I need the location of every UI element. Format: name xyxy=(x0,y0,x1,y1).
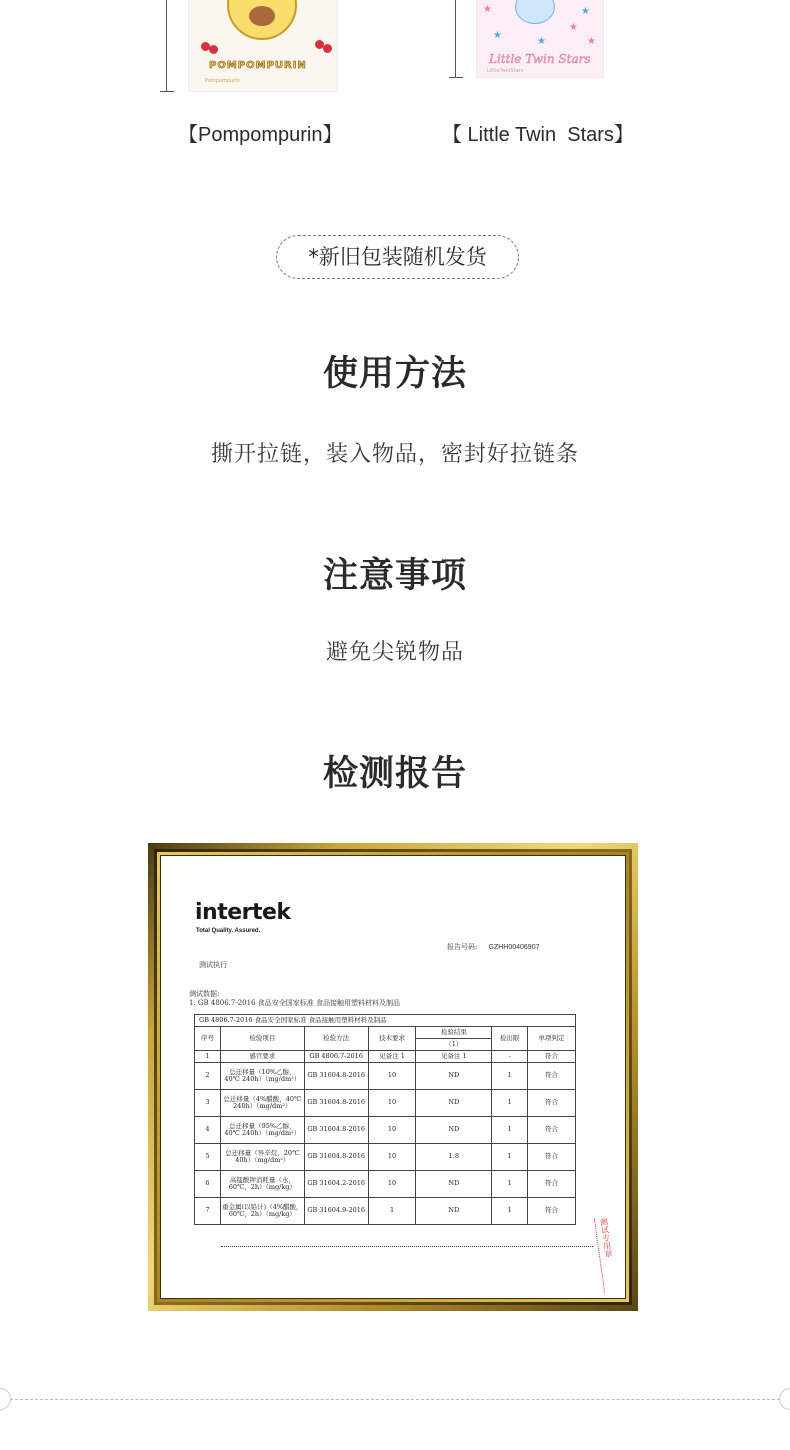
cell-item: 感官要求 xyxy=(220,1051,304,1063)
cell-item: 总迁移量（4%醋酸，40℃ 240h）（mg/dm²） xyxy=(220,1090,304,1117)
test-report-document xyxy=(160,855,626,1299)
dimension-guide-line xyxy=(166,0,167,92)
product-caption-little-twin-stars: 【 Little Twin Stars】 xyxy=(442,124,634,146)
report-heading: 检测报告 xyxy=(322,754,467,794)
cell-judgement: 符合 xyxy=(528,1144,576,1171)
pompompurin-logo: POMPOMPURIN xyxy=(209,60,307,71)
table-row xyxy=(195,1144,576,1171)
test-data-block xyxy=(189,990,400,1008)
cell-judgement: 符合 xyxy=(528,1051,576,1063)
cell-result: 见备注 1 xyxy=(416,1051,492,1063)
cell-result: ND xyxy=(416,1090,492,1117)
cell-limit: 1 xyxy=(492,1117,528,1144)
cell-judgement: 符合 xyxy=(528,1198,576,1225)
cell-item: 总迁移量（10%乙醇，40℃ 240h）（mg/dm²） xyxy=(220,1063,304,1090)
table-end-divider xyxy=(221,1246,593,1247)
table-header: 技术要求 xyxy=(368,1027,416,1051)
cell-limit: 1 xyxy=(492,1063,528,1090)
cell-requirement: 10 xyxy=(368,1171,416,1198)
cell-limit: 1 xyxy=(492,1198,528,1225)
cell-item: 总迁移量（异辛烷，20℃ 40h）（mg/dm²） xyxy=(220,1144,304,1171)
pompompurin-small-text: Pompompurin xyxy=(205,78,240,84)
caution-text: 避免尖锐物品 xyxy=(325,640,464,665)
dimension-guide-tick xyxy=(160,91,174,92)
cell-item: 高锰酸钾消耗量（水，60℃，2h）（mg/kg） xyxy=(220,1171,304,1198)
cell-result: 1.8 xyxy=(416,1144,492,1171)
divider-notch-left xyxy=(0,1388,11,1410)
cell-requirement: 10 xyxy=(368,1063,416,1090)
little-twin-stars-logo: Little Twin Stars xyxy=(489,52,591,66)
intertek-tagline: Total Quality. Assured. xyxy=(196,928,261,934)
product-image-little-twin-stars xyxy=(476,0,604,78)
packaging-note: *新旧包装随机发货 xyxy=(276,235,519,279)
report-number-value: GZHH00406907 xyxy=(488,944,540,951)
test-data-item: 1. GB 4806.7-2016 食品安全国家标准 食品接触用塑料材料及制品 xyxy=(189,999,400,1007)
cell-requirement: 1 xyxy=(368,1198,416,1225)
table-title: GB 4806.7-2016 食品安全国家标准 食品接触用塑料材料及制品 xyxy=(195,1015,576,1027)
cell-result: ND xyxy=(416,1063,492,1090)
cell-no: 6 xyxy=(195,1171,221,1198)
cell-requirement: 10 xyxy=(368,1117,416,1144)
cell-limit: 1 xyxy=(492,1144,528,1171)
test-results-table xyxy=(194,1014,576,1225)
cell-limit: 1 xyxy=(492,1171,528,1198)
usage-text: 撕开拉链，装入物品，密封好拉链条 xyxy=(210,442,579,467)
cell-method: GB 31604.9-2016 xyxy=(304,1198,368,1225)
cell-requirement: 见备注 1 xyxy=(368,1051,416,1063)
dimension-guide-tick xyxy=(449,77,463,78)
star-icon: ★ xyxy=(569,22,578,33)
little-twin-stars-character xyxy=(515,0,555,24)
product-image-pompompurin xyxy=(188,0,338,92)
cookie-graphic xyxy=(249,6,275,26)
cell-result: ND xyxy=(416,1171,492,1198)
cell-method: GB 31604.2-2016 xyxy=(304,1171,368,1198)
caution-heading: 注意事项 xyxy=(322,556,467,596)
table-header: 单项判定 xyxy=(528,1027,576,1051)
cell-judgement: 符合 xyxy=(528,1063,576,1090)
star-icon: ★ xyxy=(537,36,546,47)
cell-no: 5 xyxy=(195,1144,221,1171)
test-data-label: 测试数据: xyxy=(189,990,220,998)
star-icon: ★ xyxy=(581,6,590,17)
dimension-guide-line xyxy=(455,0,456,78)
table-row xyxy=(195,1051,576,1063)
report-frame xyxy=(148,843,638,1311)
cell-no: 1 xyxy=(195,1051,221,1063)
table-header-sub: （1） xyxy=(416,1039,492,1051)
cell-no: 3 xyxy=(195,1090,221,1117)
table-header: 检验项目 xyxy=(220,1027,304,1051)
cell-method: GB 31604.8-2016 xyxy=(304,1063,368,1090)
table-header: 序号 xyxy=(195,1027,221,1051)
little-twin-stars-small-text: LittleTwinStars xyxy=(487,68,524,74)
report-number xyxy=(447,942,539,952)
cherry-icon xyxy=(323,44,332,53)
table-header: 检验方法 xyxy=(304,1027,368,1051)
table-header: 检验结果 xyxy=(416,1027,492,1039)
cherry-icon xyxy=(209,45,218,54)
star-icon: ★ xyxy=(483,4,492,15)
table-row xyxy=(195,1117,576,1144)
cell-no: 7 xyxy=(195,1198,221,1225)
table-header: 检出限 xyxy=(492,1027,528,1051)
cell-item: 重金属(以铅计)（4%醋酸，60℃，2h）（mg/kg） xyxy=(220,1198,304,1225)
cell-requirement: 10 xyxy=(368,1144,416,1171)
table-row xyxy=(195,1198,576,1225)
report-number-label: 报告号码: xyxy=(447,943,478,951)
cell-judgement: 符合 xyxy=(528,1117,576,1144)
product-caption-pompompurin: 【Pompompurin】 xyxy=(178,124,343,146)
section-divider xyxy=(0,1399,790,1400)
table-row xyxy=(195,1063,576,1090)
inspection-stamp: 测试专用章 xyxy=(594,1217,618,1292)
cell-method: GB 4806.7-2016 xyxy=(304,1051,368,1063)
cell-limit: - xyxy=(492,1051,528,1063)
table-row xyxy=(195,1171,576,1198)
intertek-logo: intertek xyxy=(195,900,291,925)
usage-heading: 使用方法 xyxy=(322,354,467,394)
cell-no: 4 xyxy=(195,1117,221,1144)
test-execution-label: 测试执行 xyxy=(199,961,227,969)
cell-limit: 1 xyxy=(492,1090,528,1117)
cell-no: 2 xyxy=(195,1063,221,1090)
cell-method: GB 31604.8-2016 xyxy=(304,1144,368,1171)
cell-judgement: 符合 xyxy=(528,1171,576,1198)
divider-notch-right xyxy=(779,1388,790,1410)
cell-result: ND xyxy=(416,1198,492,1225)
table-row xyxy=(195,1090,576,1117)
star-icon: ★ xyxy=(493,30,502,41)
star-icon: ★ xyxy=(587,36,596,47)
cell-judgement: 符合 xyxy=(528,1090,576,1117)
cell-method: GB 31604.8-2016 xyxy=(304,1090,368,1117)
cell-result: ND xyxy=(416,1117,492,1144)
cell-requirement: 10 xyxy=(368,1090,416,1117)
cell-item: 总迁移量（95%乙醇，40℃ 240h）（mg/dm²） xyxy=(220,1117,304,1144)
cell-method: GB 31604.8-2016 xyxy=(304,1117,368,1144)
